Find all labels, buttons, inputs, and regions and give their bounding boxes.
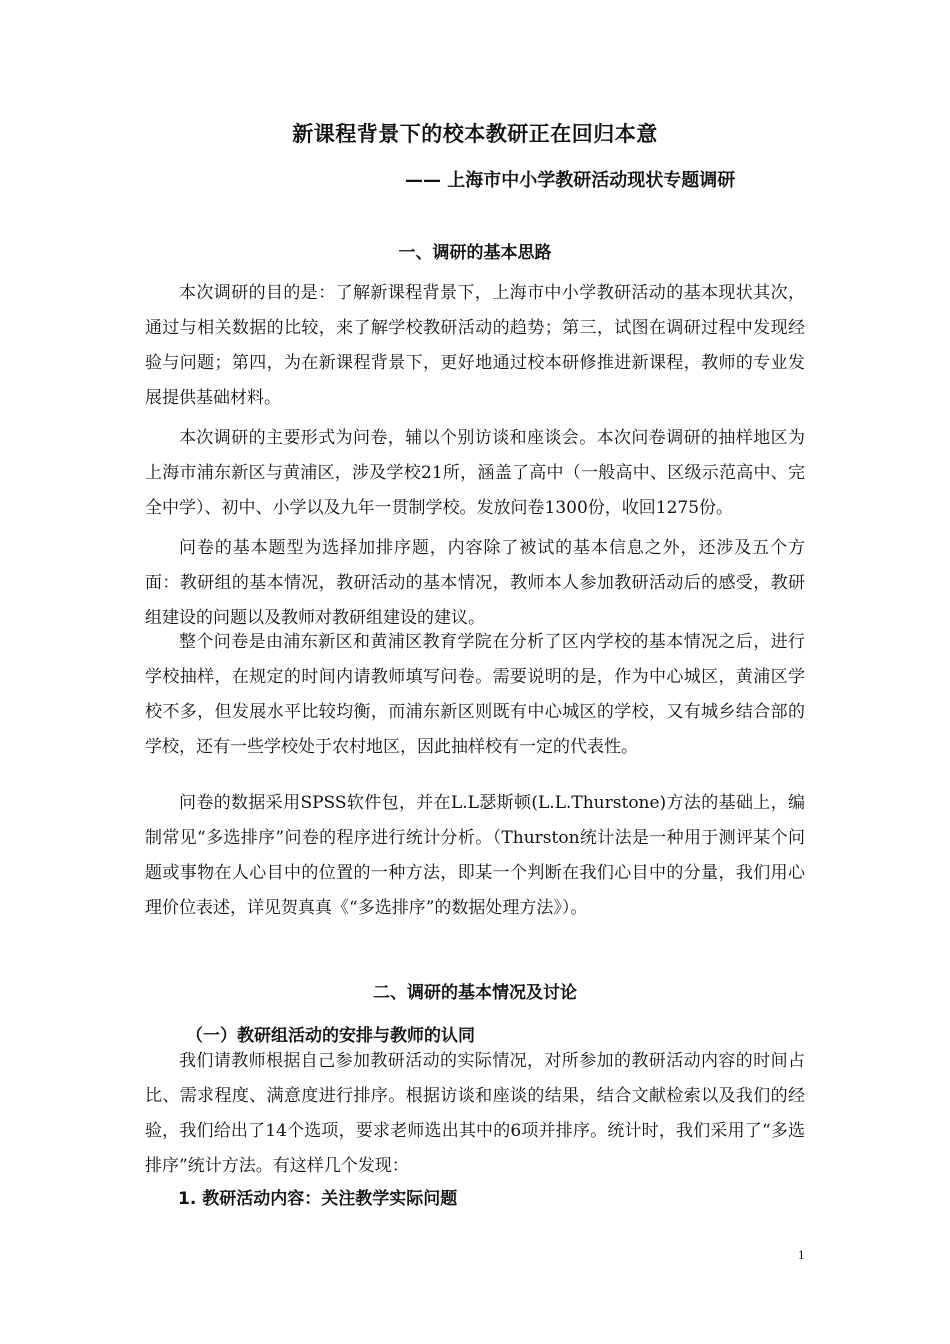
document-subtitle: —— 上海市中小学教研活动现状专题调研 — [405, 170, 736, 191]
section-2-heading: 二、调研的基本情况及讨论 — [373, 983, 577, 1003]
section-1-paragraph-5: 问卷的数据采用SPSS软件包，并在L.L瑟斯顿(L.L.Thurstone)方法的基础上，编制常见“多选排序”问卷的程序进行统计分析。（Thurston统计法是一种用于测评某个问题或事物在人心目中的位置的一种方法，即某一个判断在我们心目中的分量，我们用心理价位表述，详见贺真真《“多选排序”的数据处理方法》）。 — [145, 793, 805, 918]
subsection-1-heading: （一）教研组活动的安排与教师的认同 — [186, 1026, 475, 1046]
section-1-paragraph-3: 问卷的基本题型为选择加排序题，内容除了被试的基本信息之外，还涉及五个方面：教研组的基本情况，教研活动的基本情况，教师本人参加教研活动后的感受，教研组建设的问题以及教师对教研组建设的建议。 — [145, 538, 805, 628]
section-1-paragraph-4: 整个问卷是由浦东新区和黄浦区教育学院在分析了区内学校的基本情况之后，进行学校抽样，在规定的时间内请教师填写问卷。需要说明的是，作为中心城区，黄浦区学校不多，但发展水平比较均衡，而浦东新区则既有中心城区的学校，又有城乡结合部的学校，还有一些学校处于农村地区，因此抽样校有一定的代表性。 — [145, 632, 805, 757]
item-1-heading: 1. 教研活动内容：关注教学实际问题 — [178, 1189, 458, 1209]
page-number: 1 — [798, 1247, 805, 1262]
section-1-heading: 一、调研的基本思路 — [398, 243, 552, 263]
section-1-paragraph-2: 本次调研的主要形式为问卷，辅以个别访谈和座谈会。本次问卷调研的抽样地区为上海市浦东新区与黄浦区，涉及学校21所，涵盖了高中（一般高中、区级示范高中、完全中学）、初中、小学以及九年一贯制学校。发放问卷1300份，收回1275份。 — [145, 428, 805, 518]
subsection-1-paragraph: 我们请教师根据自己参加教研活动的实际情况，对所参加的教研活动内容的时间占比、需求程度、满意度进行排序。根据访谈和座谈的结果，结合文献检索以及我们的经验，我们给出了14个选项，要求老师选出其中的6项并排序。统计时，我们采用了“多选排序”统计方法。有这样几个发现： — [145, 1051, 805, 1176]
document-title: 新课程背景下的校本教研正在回归本意 — [292, 122, 658, 146]
section-1-paragraph-1: 本次调研的目的是：了解新课程背景下，上海市中小学教研活动的基本现状其次，通过与相关数据的比较，来了解学校教研活动的趋势；第三，试图在调研过程中发现经验与问题；第四，为在新课程背景下，更好地通过校本研修推进新课程，教师的专业发展提供基础材料。 — [145, 283, 805, 408]
